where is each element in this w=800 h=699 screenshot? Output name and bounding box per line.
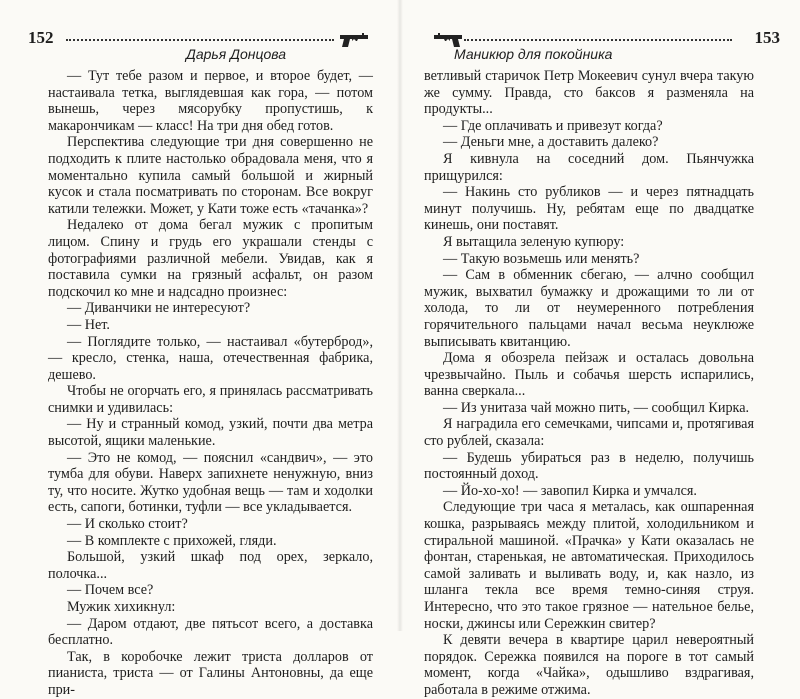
paragraph: Чтобы не огорчать его, я принялась рассматривать снимки и удивилась: — [48, 383, 373, 416]
paragraph: Недалеко от дома бегал мужик с пропитым лицом. Спину и грудь его украшали стенды с фотографиями различной мебели. Увидав, как я поставила сумки на грязный асфальт, он разом подскочил ко мне и надсадно произнес: — [48, 217, 373, 300]
paragraph: — Йо-хо-хо! — завопил Кирка и умчался. — [443, 482, 697, 499]
page-number: 152 — [28, 28, 54, 47]
paragraph: — Из унитаза чай можно пить, — сообщил Кирка. — [443, 399, 750, 416]
paragraph: — Накинь сто рубликов — и через пятнадцать минут получишь. Ну, ребятам еще по двадцатке кинешь, они поставят. — [424, 184, 754, 234]
paragraph: — Такую возьмешь или менять? — [443, 250, 640, 267]
paragraph-continuation: ветливый старичок Петр Мокеевич сунул вчера такую же сумму. Правда, сто баксов я разменяла на продукты... — [424, 68, 754, 118]
paragraph: — Это не комод, — пояснил «сандвич», — это тумба для обуви. Наверх запихнете ненужную, вниз ту, что носите. Жутко удобная вещь — там и ходолки есть, сапоги, ботинки, туфли — все укладывается. — [48, 449, 373, 516]
paragraph: — Тут тебе разом и первое, и второе будет, — настаивала тетка, выглядевшая как гора, — потом вынешь, через мясорубку пропустишь, к макарончикам — класс! На три дня обед готов. — [48, 68, 373, 134]
paragraph: — Диванчики не интересуют? — [67, 300, 251, 317]
paragraph: Следующие три часа я металась, как ошпаренная кошка, разрываясь между плитой, холодильником и стиральной машиной. «Прачка» у Кати оказалась не фонтан, старенькая, не автоматическая. Приходилось самой заливать и выливать воду, и, как назло, из шланга текла все время темно-синяя струя. Интересно, что это такое грязное — нательное белье, носки, джинсы или Сережкин свитер? — [424, 499, 754, 632]
paragraph: — Будешь убираться раз в неделю, получишь постоянный доход. — [424, 449, 754, 483]
paragraph: — Даром отдают, две пятьсот всего, а доставка бесплатно. — [48, 615, 373, 649]
left-page-header — [28, 28, 380, 62]
paragraph: — Ну и странный комод, узкий, почти два метра высотой, ящики маленькие. — [48, 416, 373, 450]
right-page — [400, 0, 800, 698]
running-title: Маникюр для покойника — [454, 46, 613, 62]
running-title: Дарья Донцова — [186, 46, 287, 62]
paragraph: Перспектива следующие три дня совершенно не подходить к плите настолько обрадовала меня, что я моментально купила самый большой и жирный кусок и стала посматривать по сторонам. Все вокруг катили тележки. Может, у Кати тоже есть «тачанка»? — [48, 134, 373, 217]
right-page-header — [430, 28, 780, 62]
paragraph: Так, в коробочке лежит триста долларов от пианиста, триста — от Галины Антоновны, да еще при- — [48, 648, 373, 698]
paragraph: Дома я обозрела пейзаж и осталась довольна чрезвычайно. Пыль и собачья шерсть испарились, ванна сверкала... — [424, 350, 754, 400]
header-dotted-rule — [66, 39, 334, 41]
paragraph: Большой, узкий шкаф под орех, зеркало, полочка... — [48, 549, 373, 582]
paragraph: — Поглядите только, — настаивал «бутерброд», — кресло, стенка, наша, отечественная фабрика, дешево. — [48, 333, 373, 383]
paragraph: Я вытащила зеленую купюру: — [443, 233, 625, 250]
paragraph: К девяти вечера в квартире царил невероятный порядок. Сережка появился на пороге в тот самый момент, когда «Чайка», одышливо вздрагивая, работала в режиме отжима. — [424, 632, 754, 698]
paragraph: — Сам в обменник сбегаю, — алчно сообщил мужик, выхватил бумажку и дрожащими то ли от холода, то ли от неумеренного потребления горячительного пальцами начал весьма неуклюже выписывать квитанцию. — [424, 267, 754, 350]
page-number: 153 — [754, 28, 780, 47]
paragraph: — Где оплачивать и привезут когда? — [443, 117, 663, 134]
paragraph: — Почем все? — [67, 582, 154, 599]
paragraph: Я кивнула на соседний дом. Пьянчужка прищурился: — [424, 150, 754, 184]
paragraph: Я наградила его семечками, чипсами и, протягивая сто рублей, сказала: — [424, 416, 754, 450]
paragraph: — В комплекте с прихожей, гляди. — [67, 532, 277, 549]
revolver-icon — [338, 31, 370, 49]
paragraph: — И сколько стоит? — [67, 516, 188, 533]
right-page-text — [424, 68, 754, 699]
paragraph: — Нет. — [67, 316, 110, 333]
left-page-text — [48, 68, 373, 699]
paragraph: — Деньги мне, а доставить далеко? — [443, 134, 659, 151]
paragraph: Мужик хихикнул: — [67, 599, 176, 615]
left-page — [0, 0, 400, 698]
header-dotted-rule — [464, 39, 732, 41]
